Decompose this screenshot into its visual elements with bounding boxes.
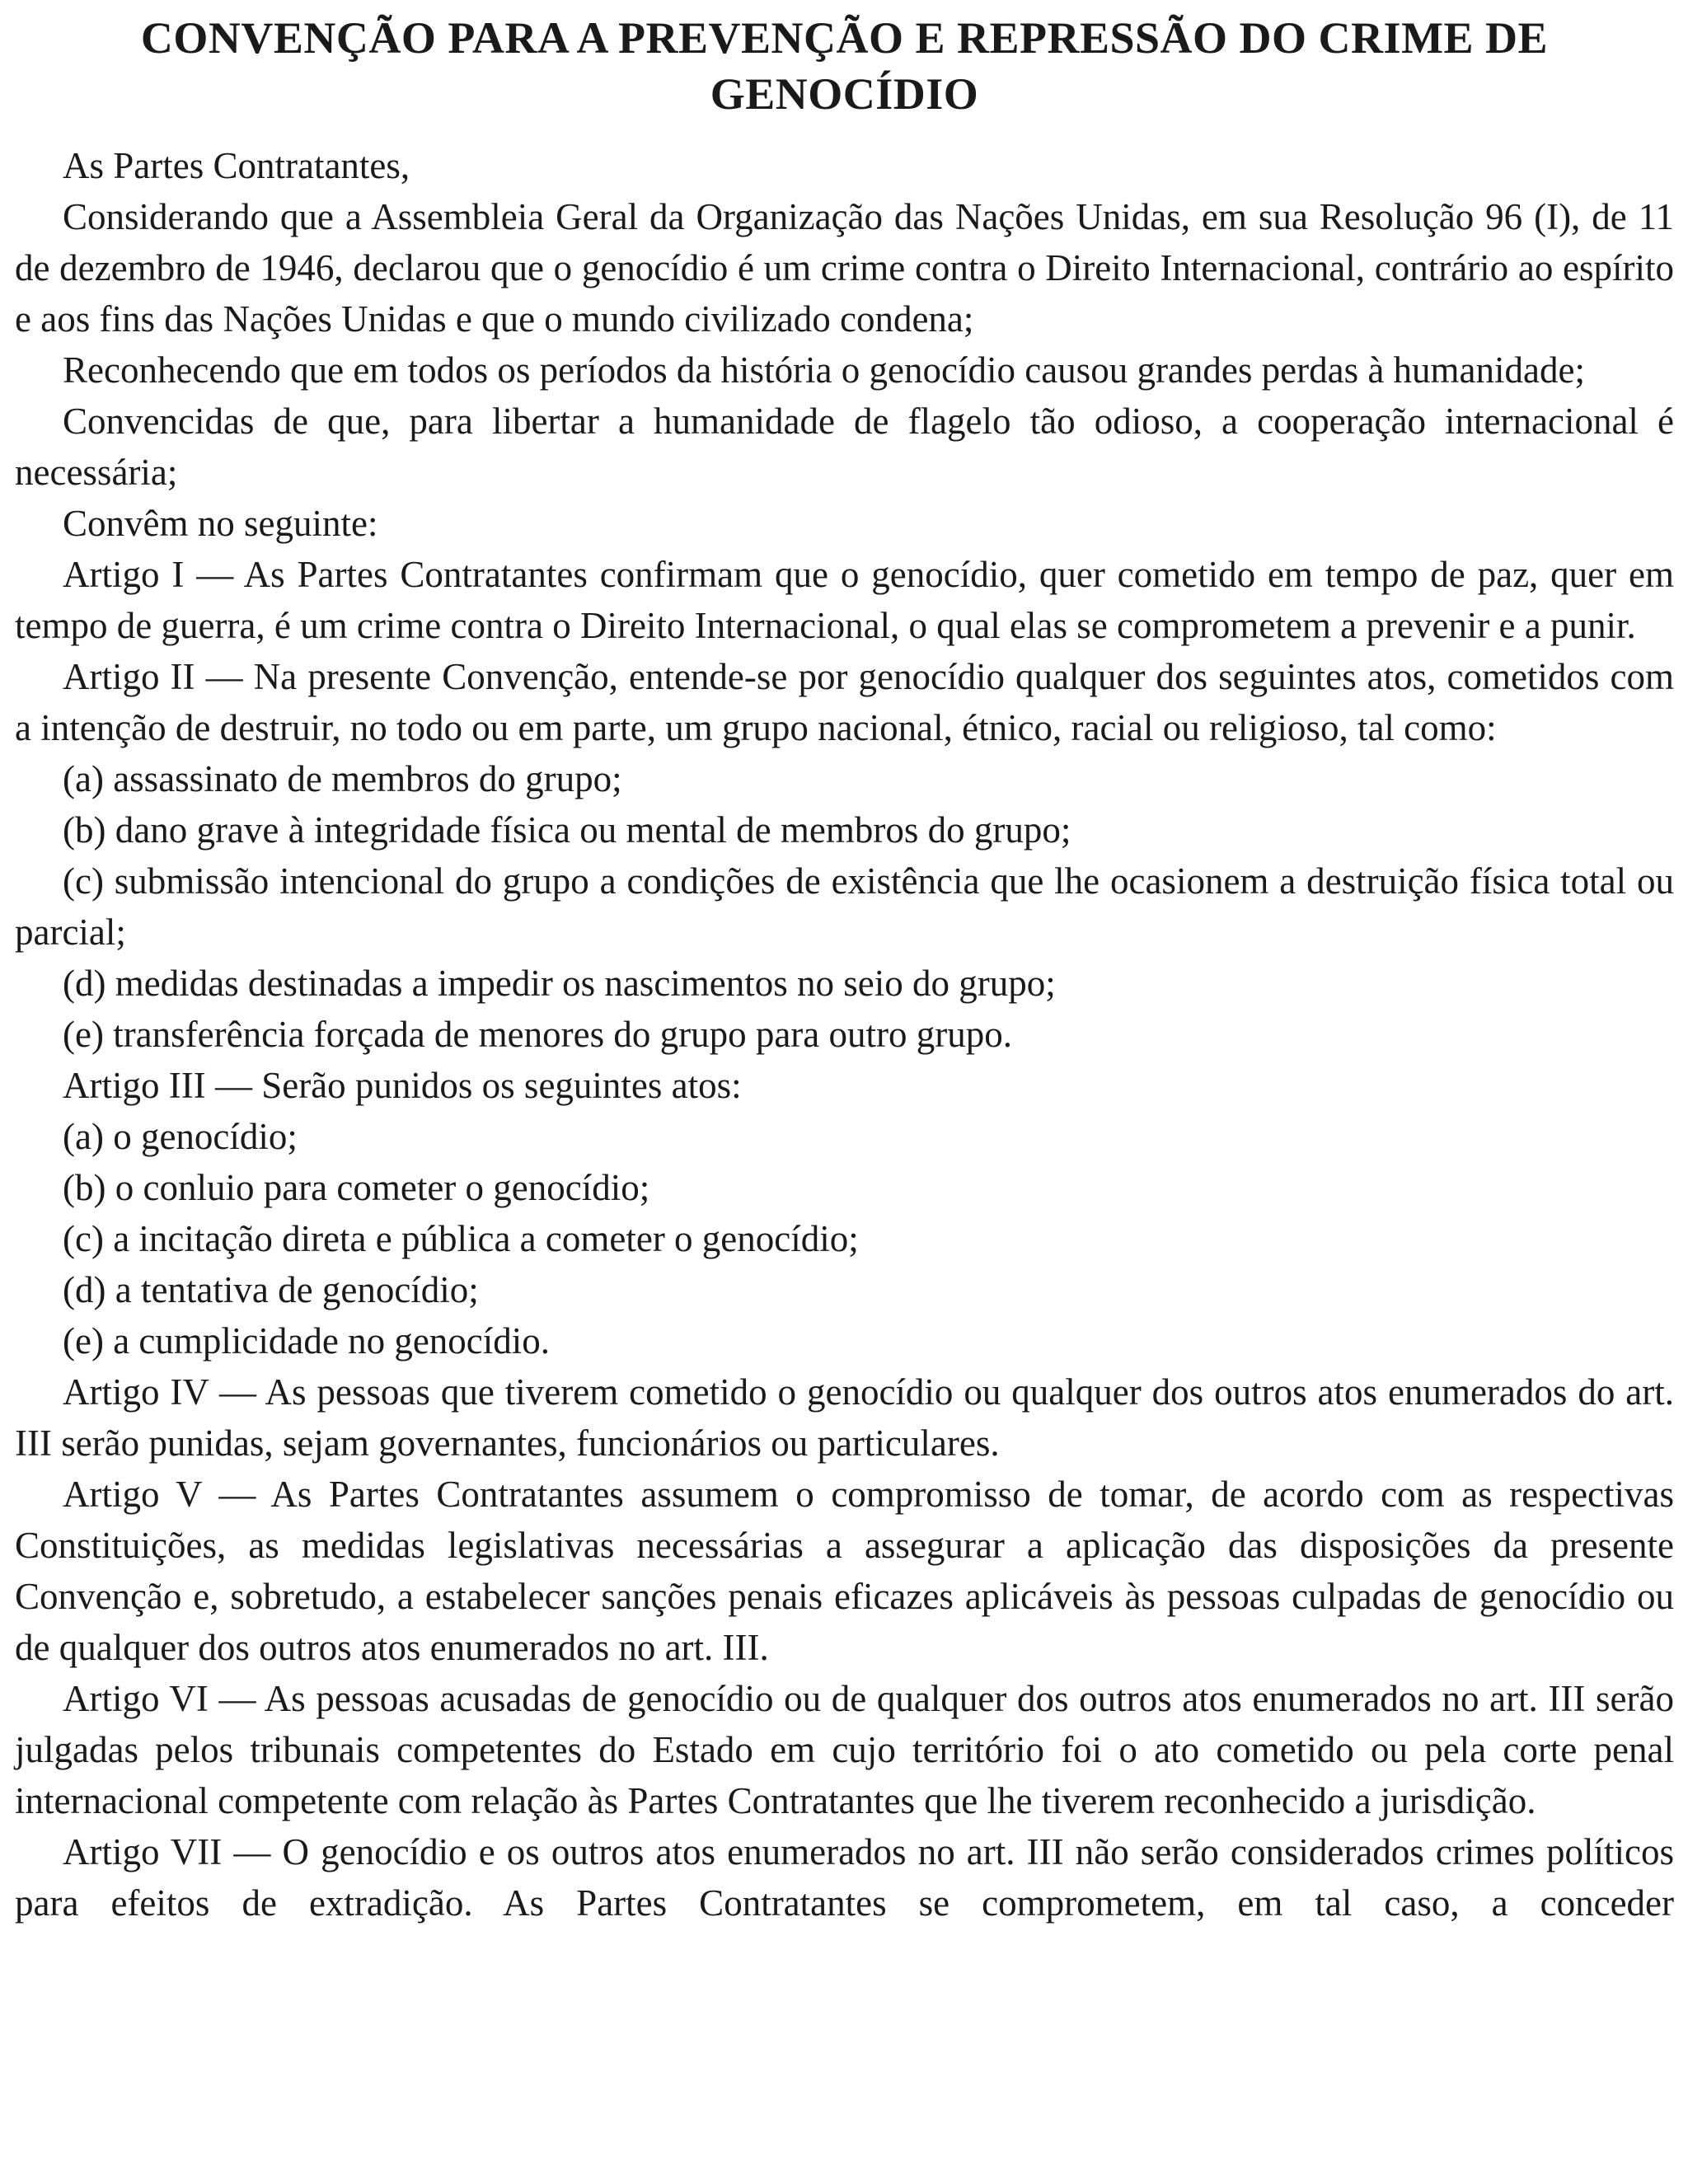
document-page bbox=[15, 10, 1674, 1929]
paragraph-preamble-opening: As Partes Contratantes, bbox=[63, 145, 410, 186]
document-body bbox=[15, 140, 1674, 1929]
article-4: Artigo IV — As pessoas que tiverem cometido o genocídio ou qualquer dos outros atos enumerados do art. III serão punidas, sejam governantes, funcionários ou particulares. bbox=[15, 1371, 1674, 1464]
article-3-item-b: (b) o conluio para cometer o genocídio; bbox=[63, 1167, 650, 1208]
article-1: Artigo I — As Partes Contratantes confirmam que o genocídio, quer cometido em tempo de paz, quer em tempo de guerra, é um crime contra o Direito Internacional, o qual elas se comprometem a prevenir e a punir. bbox=[15, 554, 1674, 646]
article-3: Artigo III — Serão punidos os seguintes atos: bbox=[63, 1065, 742, 1106]
article-2-item-d: (d) medidas destinadas a impedir os nascimentos no seio do grupo; bbox=[63, 963, 1056, 1004]
article-2-item-e: (e) transferência forçada de menores do grupo para outro grupo. bbox=[63, 1014, 1012, 1055]
article-3-item-c: (c) a incitação direta e pública a cometer o genocídio; bbox=[63, 1218, 859, 1259]
article-5: Artigo V — As Partes Contratantes assumem o compromisso de tomar, de acordo com as respectivas Constituições, as medidas legislativas necessárias a assegurar a aplicação das disposições da presente Convenção e, sobretudo, a estabelecer sanções penais eficazes aplicáveis às pessoas culpadas de genocídio ou de qualquer dos outros atos enumerados no art. III. bbox=[15, 1474, 1674, 1668]
article-2-item-b: (b) dano grave à integridade física ou mental de membros do grupo; bbox=[63, 809, 1071, 851]
article-6: Artigo VI — As pessoas acusadas de genocídio ou de qualquer dos outros atos enumerados no art. III serão julgadas pelos tribunais competentes do Estado em cujo território foi o ato cometido ou pela corte penal internacional competente com relação às Partes Contratantes que lhe tiverem reconhecido a jurisdição. bbox=[15, 1678, 1674, 1821]
article-3-item-e: (e) a cumplicidade no genocídio. bbox=[63, 1320, 551, 1361]
article-2-item-c: (c) submissão intencional do grupo a condições de existência que lhe ocasionem a destruição física total ou parcial; bbox=[15, 860, 1674, 953]
article-3-item-a: (a) o genocídio; bbox=[63, 1116, 298, 1157]
article-7: Artigo VII — O genocídio e os outros atos enumerados no art. III não serão considerados crimes políticos para efeitos de extradição. As Partes Contratantes se comprometem, em tal caso, a conceder bbox=[15, 1831, 1674, 1924]
article-3-item-d: (d) a tentativa de genocídio; bbox=[63, 1269, 479, 1310]
article-2: Artigo II — Na presente Convenção, entende-se por genocídio qualquer dos seguintes atos, cometidos com a intenção de destruir, no todo ou em parte, um grupo nacional, étnico, racial ou religioso, tal como: bbox=[15, 656, 1674, 748]
paragraph-considerando: Considerando que a Assembleia Geral da Organização das Nações Unidas, em sua Resolução 96 (I), de 11 de dezembro de 1946, declarou que o genocídio é um crime contra o Direito Internacional, contrário ao espírito e aos fins das Nações Unidas e que o mundo civilizado condena; bbox=[15, 196, 1674, 340]
paragraph-convencidas: Convencidas de que, para libertar a humanidade de flagelo tão odioso, a cooperação internacional é necessária; bbox=[15, 401, 1674, 493]
paragraph-convem: Convêm no seguinte: bbox=[63, 503, 378, 544]
document-title: CONVENÇÃO PARA A PREVENÇÃO E REPRESSÃO DO CRIME DE GENOCÍDIO bbox=[140, 13, 1549, 119]
paragraph-reconhecendo: Reconhecendo que em todos os períodos da história o genocídio causou grandes perdas à humanidade; bbox=[63, 349, 1585, 391]
article-2-item-a: (a) assassinato de membros do grupo; bbox=[63, 758, 622, 799]
